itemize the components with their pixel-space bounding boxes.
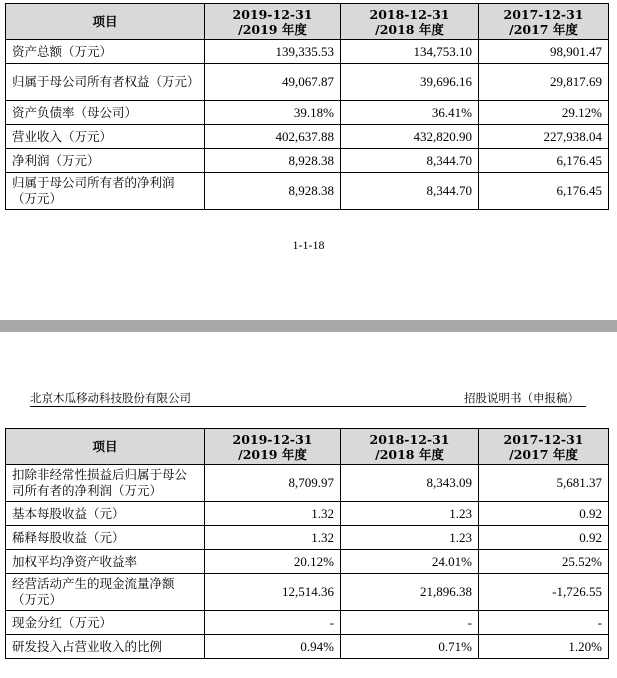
- value-2018: 21,896.38: [341, 574, 479, 611]
- table-row: [6, 550, 609, 574]
- col-header-2019: 2019-12-31 /2019 年度: [205, 429, 341, 465]
- value-2017: 227,938.04: [479, 125, 609, 149]
- value-2019: 0.94%: [205, 635, 341, 659]
- table-row: [6, 64, 609, 101]
- col-header-2018: 2018-12-31 /2018 年度: [341, 4, 479, 40]
- table-row: [6, 173, 609, 210]
- table-row: [6, 149, 609, 173]
- value-2017: 6,176.45: [479, 173, 609, 210]
- value-2019: 8,928.38: [205, 149, 341, 173]
- row-label: 研发投入占营业收入的比例: [6, 635, 205, 659]
- financial-table-top: [5, 3, 609, 210]
- header-rule: [30, 406, 586, 407]
- value-2019: 49,067.87: [205, 64, 341, 101]
- value-2017: 29.12%: [479, 101, 609, 125]
- table-row: [6, 635, 609, 659]
- row-label: 基本每股收益（元）: [6, 502, 205, 526]
- page-separator: [0, 320, 617, 332]
- value-2018: 432,820.90: [341, 125, 479, 149]
- value-2017: -1,726.55: [479, 574, 609, 611]
- table-row: [6, 611, 609, 635]
- value-2019: 8,928.38: [205, 173, 341, 210]
- table-header-row: [6, 429, 609, 465]
- value-2017: 6,176.45: [479, 149, 609, 173]
- col-header-item: 项目: [6, 4, 205, 40]
- value-2018: 1.23: [341, 502, 479, 526]
- value-2017: 29,817.69: [479, 64, 609, 101]
- document-title: 招股说明书（申报稿）: [464, 391, 579, 405]
- value-2018: 0.71%: [341, 635, 479, 659]
- value-2019: 402,637.88: [205, 125, 341, 149]
- value-2019: 1.32: [205, 502, 341, 526]
- row-label: 资产总额（万元）: [6, 40, 205, 64]
- value-2017: 98,901.47: [479, 40, 609, 64]
- financial-table-bottom: [5, 428, 609, 659]
- row-label: 加权平均净资产收益率: [6, 550, 205, 574]
- value-2019: 1.32: [205, 526, 341, 550]
- table-row: [6, 574, 609, 611]
- row-label: 经营活动产生的现金流量净额（万元）: [6, 574, 205, 611]
- value-2019: 39.18%: [205, 101, 341, 125]
- col-header-2017: 2017-12-31 /2017 年度: [479, 429, 609, 465]
- value-2018: 134,753.10: [341, 40, 479, 64]
- value-2019: 8,709.97: [205, 465, 341, 502]
- row-label: 资产负债率（母公司）: [6, 101, 205, 125]
- table-row: [6, 502, 609, 526]
- value-2018: 8,344.70: [341, 173, 479, 210]
- company-name: 北京木瓜移动科技股份有限公司: [30, 391, 191, 405]
- value-2019: 12,514.36: [205, 574, 341, 611]
- table-row: [6, 526, 609, 550]
- col-header-2019: 2019-12-31 /2019 年度: [205, 4, 341, 40]
- table-header-row: [6, 4, 609, 40]
- col-header-item: 项目: [6, 429, 205, 465]
- value-2018: 36.41%: [341, 101, 479, 125]
- value-2019: 20.12%: [205, 550, 341, 574]
- row-label: 净利润（万元）: [6, 149, 205, 173]
- value-2018: 8,343.09: [341, 465, 479, 502]
- value-2017: 25.52%: [479, 550, 609, 574]
- table-row: [6, 40, 609, 64]
- row-label: 稀释每股收益（元）: [6, 526, 205, 550]
- value-2018: 24.01%: [341, 550, 479, 574]
- row-label: 归属于母公司所有者权益（万元）: [6, 64, 205, 101]
- row-label: 扣除非经常性损益后归属于母公司所有者的净利润（万元）: [6, 465, 205, 502]
- row-label: 现金分红（万元）: [6, 611, 205, 635]
- table-row: [6, 465, 609, 502]
- value-2018: -: [341, 611, 479, 635]
- value-2017: 1.20%: [479, 635, 609, 659]
- page-number: 1-1-18: [292, 238, 325, 252]
- value-2019: -: [205, 611, 341, 635]
- value-2017: 0.92: [479, 526, 609, 550]
- value-2017: 5,681.37: [479, 465, 609, 502]
- row-label: 营业收入（万元）: [6, 125, 205, 149]
- value-2018: 8,344.70: [341, 149, 479, 173]
- value-2017: -: [479, 611, 609, 635]
- value-2017: 0.92: [479, 502, 609, 526]
- col-header-2017: 2017-12-31 /2017 年度: [479, 4, 609, 40]
- table-row: [6, 101, 609, 125]
- value-2018: 39,696.16: [341, 64, 479, 101]
- table-row: [6, 125, 609, 149]
- row-label: 归属于母公司所有者的净利润（万元）: [6, 173, 205, 210]
- col-header-2018: 2018-12-31 /2018 年度: [341, 429, 479, 465]
- value-2018: 1.23: [341, 526, 479, 550]
- value-2019: 139,335.53: [205, 40, 341, 64]
